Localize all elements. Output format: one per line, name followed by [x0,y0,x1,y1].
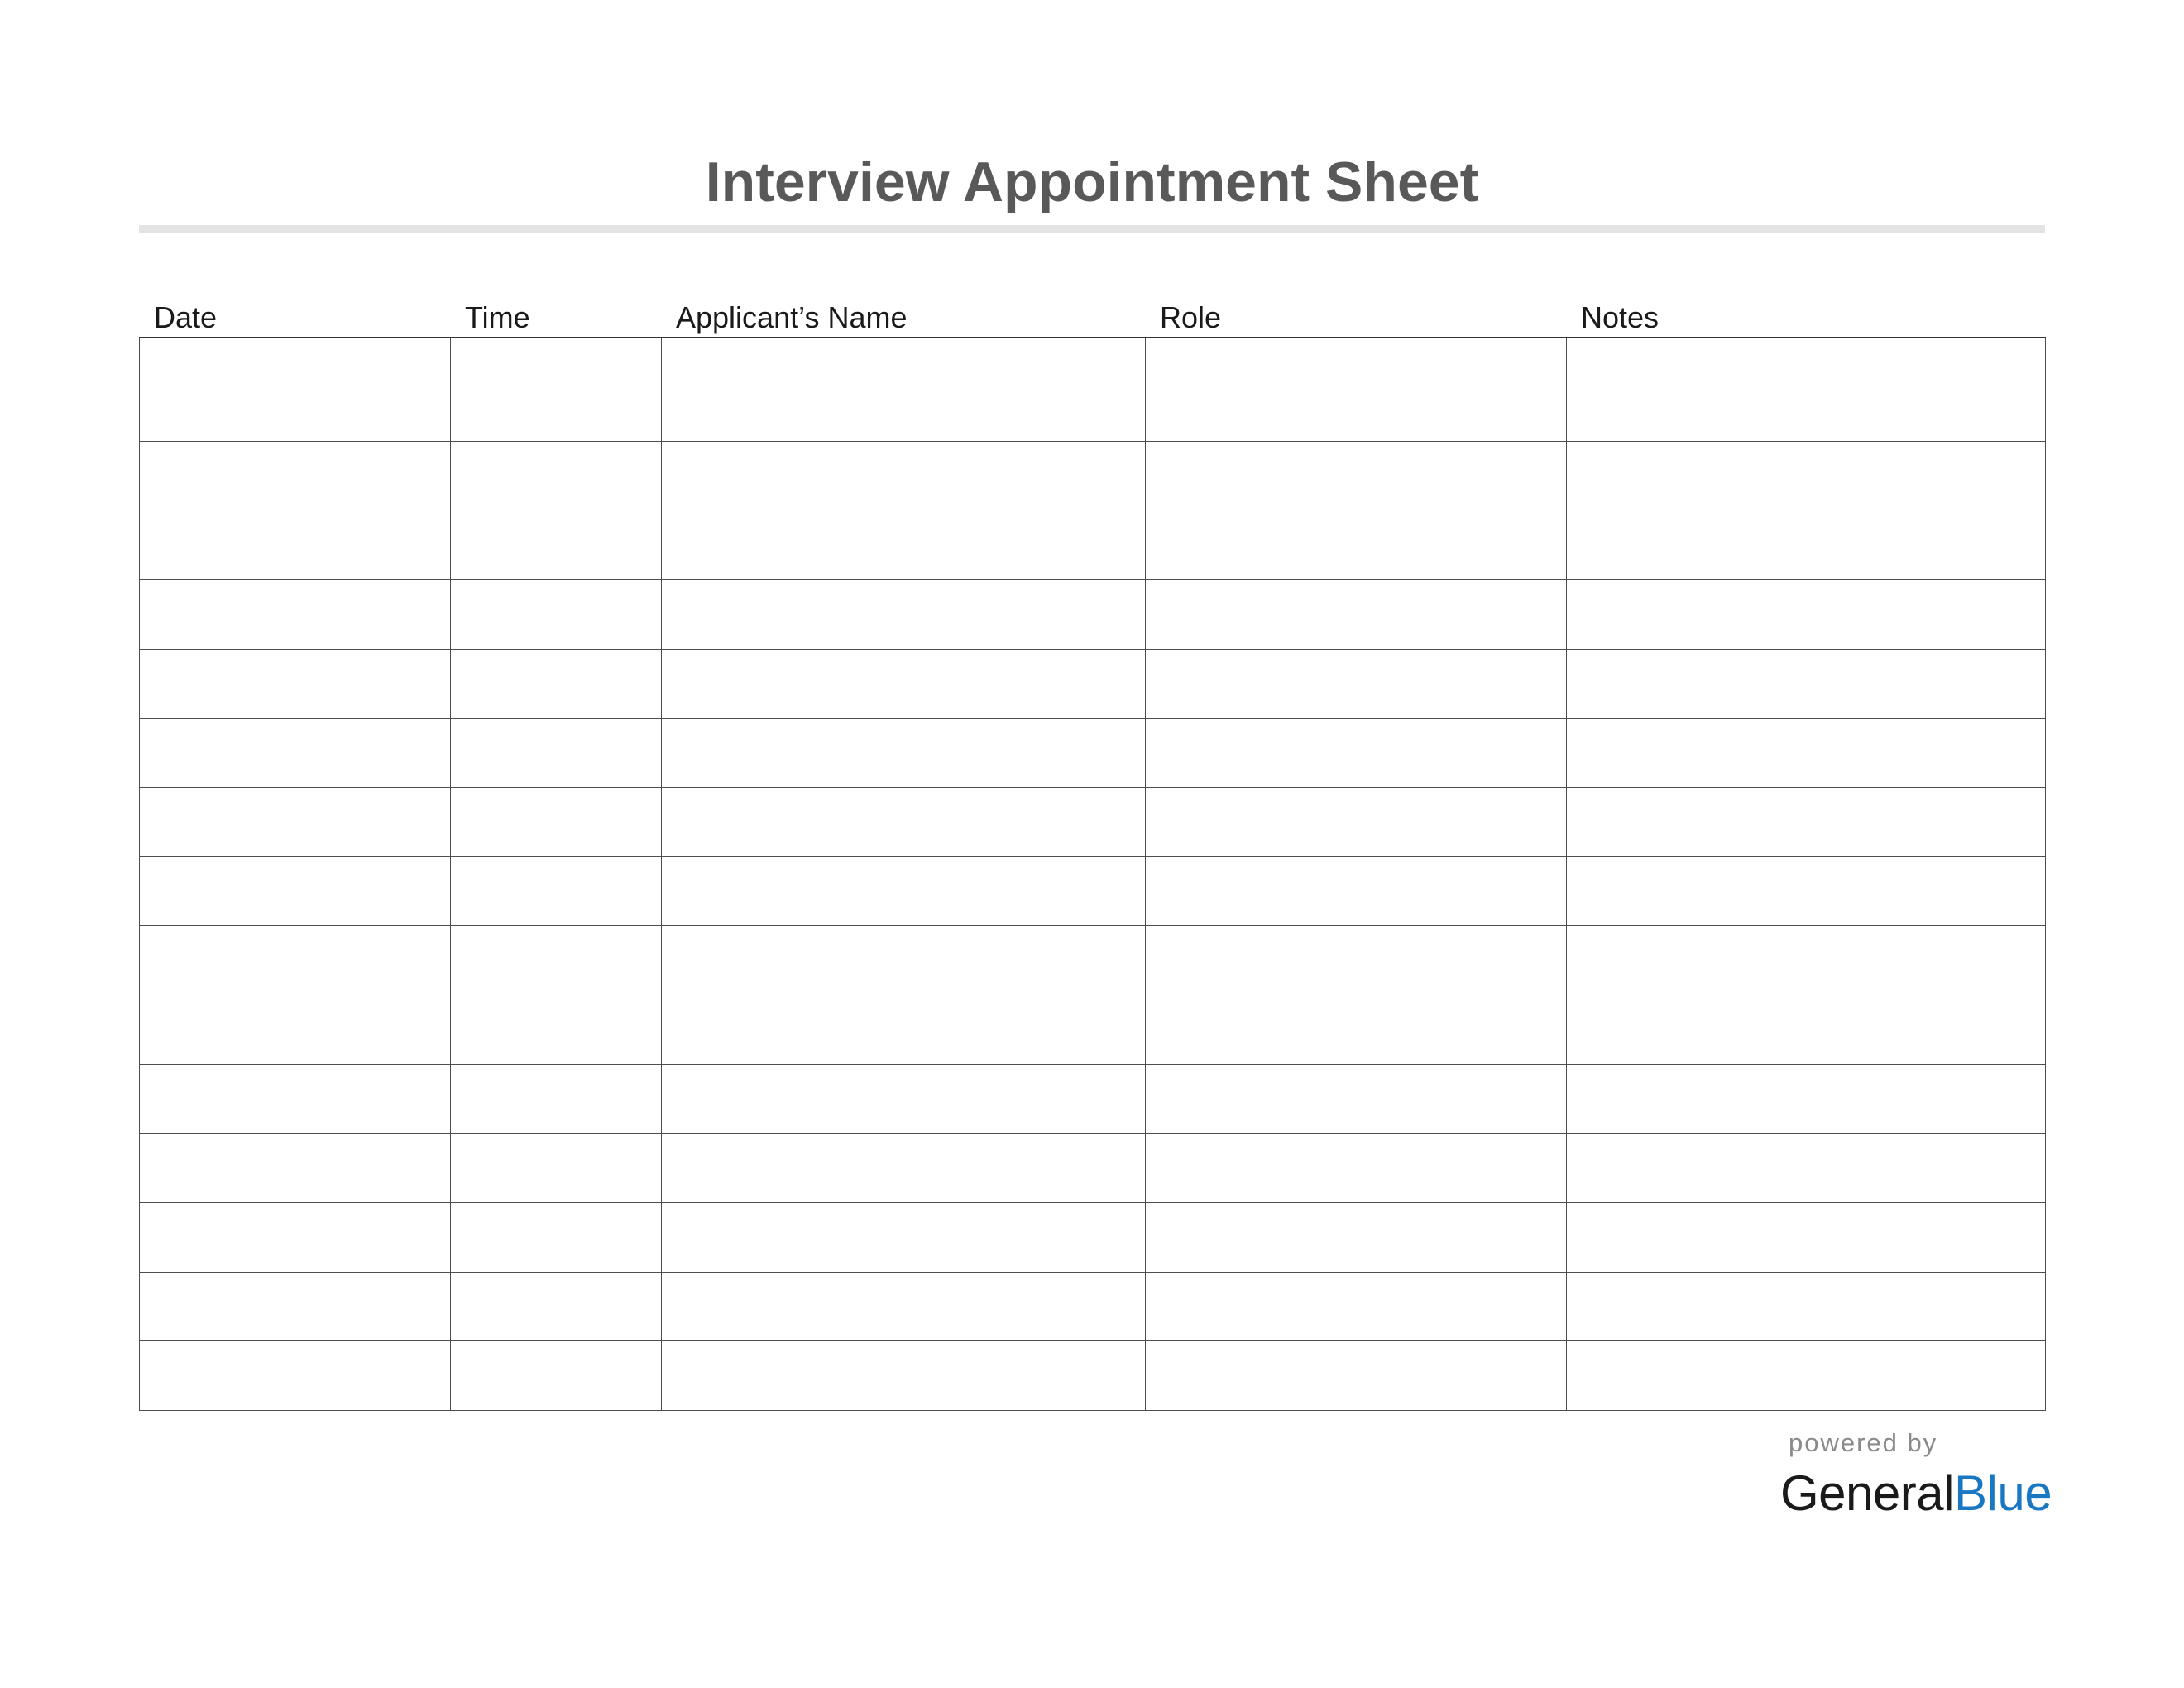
column-header-applicant-name: Applicant’s Name [676,300,908,334]
role-cell[interactable] [1146,511,1567,580]
role-cell[interactable] [1146,856,1567,926]
role-cell[interactable] [1146,1064,1567,1134]
column-header-role: Role [1160,300,1222,334]
role-cell[interactable] [1146,1134,1567,1203]
table-row [140,1272,2046,1341]
time-cell[interactable] [451,511,662,580]
applicant-name-cell[interactable] [662,338,1146,441]
applicant-name-cell[interactable] [662,1203,1146,1273]
applicant-name-cell[interactable] [662,441,1146,511]
notes-cell[interactable] [1567,856,2046,926]
appointment-table-body [140,338,2046,1411]
applicant-name-cell[interactable] [662,788,1146,857]
applicant-name-cell[interactable] [662,995,1146,1065]
table-row [140,788,2046,857]
notes-cell[interactable] [1567,1134,2046,1203]
time-cell[interactable] [451,338,662,441]
brand-name-general: General [1780,1465,1954,1521]
table-row [140,926,2046,995]
time-cell[interactable] [451,1341,662,1411]
notes-cell[interactable] [1567,338,2046,441]
table-row [140,441,2046,511]
notes-cell[interactable] [1567,995,2046,1065]
role-cell[interactable] [1146,1203,1567,1273]
applicant-name-cell[interactable] [662,1134,1146,1203]
applicant-name-cell[interactable] [662,649,1146,718]
table-row [140,580,2046,650]
date-cell[interactable] [140,718,451,788]
date-cell[interactable] [140,926,451,995]
role-cell[interactable] [1146,338,1567,441]
applicant-name-cell[interactable] [662,511,1146,580]
page-title: Interview Appointment Sheet [705,151,1479,213]
role-cell[interactable] [1146,995,1567,1065]
column-header-date: Date [154,300,218,334]
notes-cell[interactable] [1567,1272,2046,1341]
role-cell[interactable] [1146,580,1567,650]
notes-cell[interactable] [1567,649,2046,718]
notes-cell[interactable] [1567,511,2046,580]
time-cell[interactable] [451,788,662,857]
role-cell[interactable] [1146,788,1567,857]
applicant-name-cell[interactable] [662,580,1146,650]
role-cell[interactable] [1146,1272,1567,1341]
table-row [140,1134,2046,1203]
date-cell[interactable] [140,1341,451,1411]
date-cell[interactable] [140,649,451,718]
role-cell[interactable] [1146,441,1567,511]
table-row [140,1064,2046,1134]
table-row [140,1341,2046,1411]
date-cell[interactable] [140,441,451,511]
notes-cell[interactable] [1567,1203,2046,1273]
table-row [140,995,2046,1065]
date-cell[interactable] [140,1134,451,1203]
applicant-name-cell[interactable] [662,856,1146,926]
table-row [140,1203,2046,1273]
date-cell[interactable] [140,1203,451,1273]
date-cell[interactable] [140,1064,451,1134]
applicant-name-cell[interactable] [662,1064,1146,1134]
date-cell[interactable] [140,338,451,441]
notes-cell[interactable] [1567,1064,2046,1134]
time-cell[interactable] [451,1064,662,1134]
powered-by-label: powered by [1789,1428,1938,1457]
generalblue-logo [1775,1425,2052,1524]
time-cell[interactable] [451,856,662,926]
date-cell[interactable] [140,788,451,857]
date-cell[interactable] [140,1272,451,1341]
brand-wordmark [1780,1465,2052,1522]
date-cell[interactable] [140,995,451,1065]
appointment-table [139,337,2046,1411]
applicant-name-cell[interactable] [662,718,1146,788]
applicant-name-cell[interactable] [662,1341,1146,1411]
role-cell[interactable] [1146,649,1567,718]
column-header-notes: Notes [1581,300,1660,334]
role-cell[interactable] [1146,926,1567,995]
table-row [140,649,2046,718]
date-cell[interactable] [140,511,451,580]
table-row [140,511,2046,580]
time-cell[interactable] [451,649,662,718]
time-cell[interactable] [451,1134,662,1203]
brand-name-blue: Blue [1953,1465,2052,1521]
column-header-time: Time [465,300,530,334]
time-cell[interactable] [451,718,662,788]
table-row [140,856,2046,926]
role-cell[interactable] [1146,1341,1567,1411]
notes-cell[interactable] [1567,441,2046,511]
applicant-name-cell[interactable] [662,926,1146,995]
date-cell[interactable] [140,856,451,926]
date-cell[interactable] [140,580,451,650]
table-row [140,718,2046,788]
table-row [140,338,2046,441]
time-cell[interactable] [451,441,662,511]
notes-cell[interactable] [1567,580,2046,650]
notes-cell[interactable] [1567,926,2046,995]
time-cell[interactable] [451,580,662,650]
role-cell[interactable] [1146,718,1567,788]
notes-cell[interactable] [1567,718,2046,788]
time-cell[interactable] [451,995,662,1065]
notes-cell[interactable] [1567,1341,2046,1411]
time-cell[interactable] [451,1203,662,1273]
notes-cell[interactable] [1567,788,2046,857]
applicant-name-cell[interactable] [662,1272,1146,1341]
title-divider [139,225,2045,233]
time-cell[interactable] [451,926,662,995]
time-cell[interactable] [451,1272,662,1341]
